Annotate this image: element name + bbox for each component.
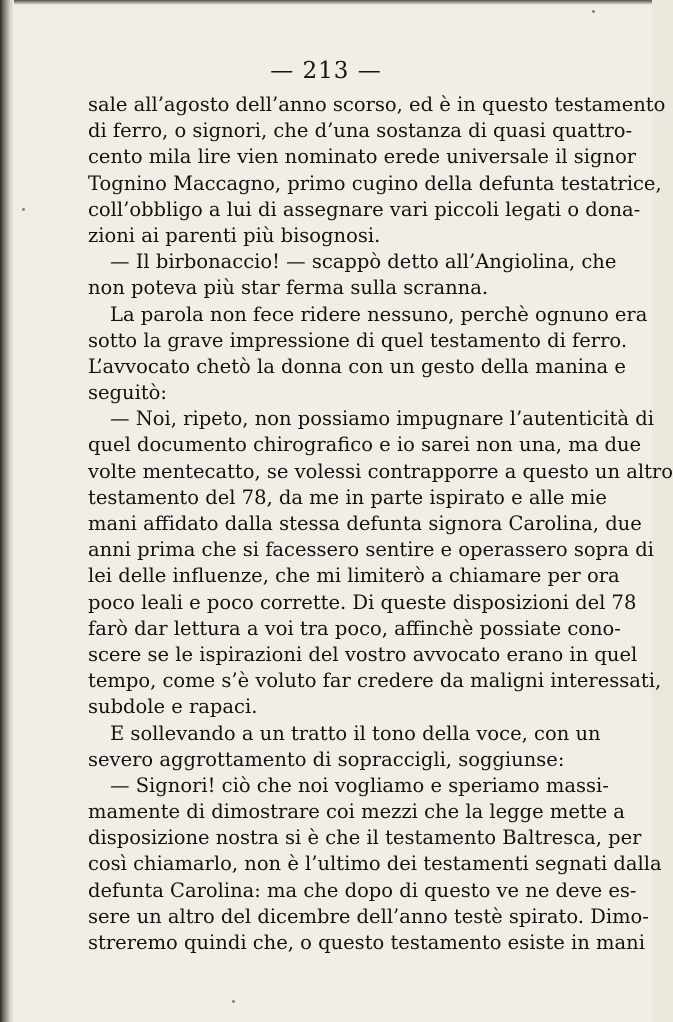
text-line: — Noi, ripeto, non possiamo impugnare l’autenticità di (110, 407, 654, 431)
page-binding-shadow (0, 0, 14, 1022)
text-line: E sollevando a un tratto il tono della voce, con un (110, 721, 601, 745)
text-line: seguitò: (88, 381, 167, 405)
text-line: sotto la grave impressione di quel testamento di ferro. (88, 328, 628, 352)
text-line: — Il birbonaccio! — scappò detto all’Angiolina, che (110, 250, 617, 274)
text-line: mamente di dimostrare coi mezzi che la legge mette a (88, 800, 625, 824)
text-line: lei delle influenze, che mi limiterò a chiamare per ora (88, 564, 620, 588)
text-line: streremo quindi che, o questo testamento esiste in mani (88, 931, 645, 954)
text-line: defunta Carolina: ma che dopo di questo ve ne deve es- (88, 878, 637, 902)
text-line: farò dar lettura a voi tra poco, affinchè possiate cono- (88, 616, 621, 640)
paper-speck (592, 10, 595, 13)
text-line: scere se le ispirazioni del vostro avvocato erano in quel (88, 642, 638, 666)
body-text (88, 92, 673, 956)
text-line: di ferro, o signori, che d’una sostanza di quasi quattro- (88, 119, 633, 143)
paper-speck (22, 208, 25, 211)
text-line: sale all’agosto dell’anno scorso, ed è in questo testamento (88, 93, 666, 116)
text-line: sere un altro del dicembre dell’anno testè spirato. Dimo- (88, 904, 649, 928)
text-line: tempo, come s’è voluto far credere da maligni interessati, (88, 669, 662, 693)
text-line: volte mentecatto, se volessi contrapporre a questo un altro (88, 459, 673, 483)
page-number: — 213 — (270, 58, 382, 84)
text-line: anni prima che si facessero sentire e operassero sopra di (88, 538, 654, 562)
text-line: subdole e rapaci. (88, 695, 258, 719)
text-line: severo aggrottamento di sopraccigli, soggiunse: (88, 747, 565, 771)
text-line: non poteva più star ferma sulla scranna. (88, 276, 489, 300)
text-line: quel documento chirografico e io sarei non una, ma due (88, 433, 642, 457)
text-line: zioni ai parenti più bisognosi. (88, 223, 381, 247)
text-line: Tognino Maccagno, primo cugino della defunta testatrice, (88, 171, 662, 195)
text-line: coll’obbligo a lui di assegnare vari piccoli legati o dona- (88, 197, 641, 221)
text-line: L’avvocato chetò la donna con un gesto della manina e (88, 354, 626, 378)
text-line: così chiamarlo, non è l’ultimo dei testamenti segnati dalla (88, 852, 662, 876)
text-line: testamento del 78, da me in parte ispirato e alle mie (88, 485, 607, 509)
text-line: La parola non fece ridere nessuno, perchè ognuno era (110, 302, 648, 326)
text-line: disposizione nostra si è che il testamento Baltresca, per (88, 826, 642, 850)
page-top-shadow (0, 0, 652, 5)
text-line: mani affidato dalla stessa defunta signora Carolina, due (88, 512, 642, 535)
text-line: — Signori! ciò che noi vogliamo e speriamo massi- (110, 773, 609, 797)
paper-speck (232, 1000, 235, 1003)
text-line: cento mila lire vien nominato erede universale il signor (88, 145, 637, 169)
text-line: poco leali e poco corrette. Di queste disposizioni del 78 (88, 590, 637, 614)
